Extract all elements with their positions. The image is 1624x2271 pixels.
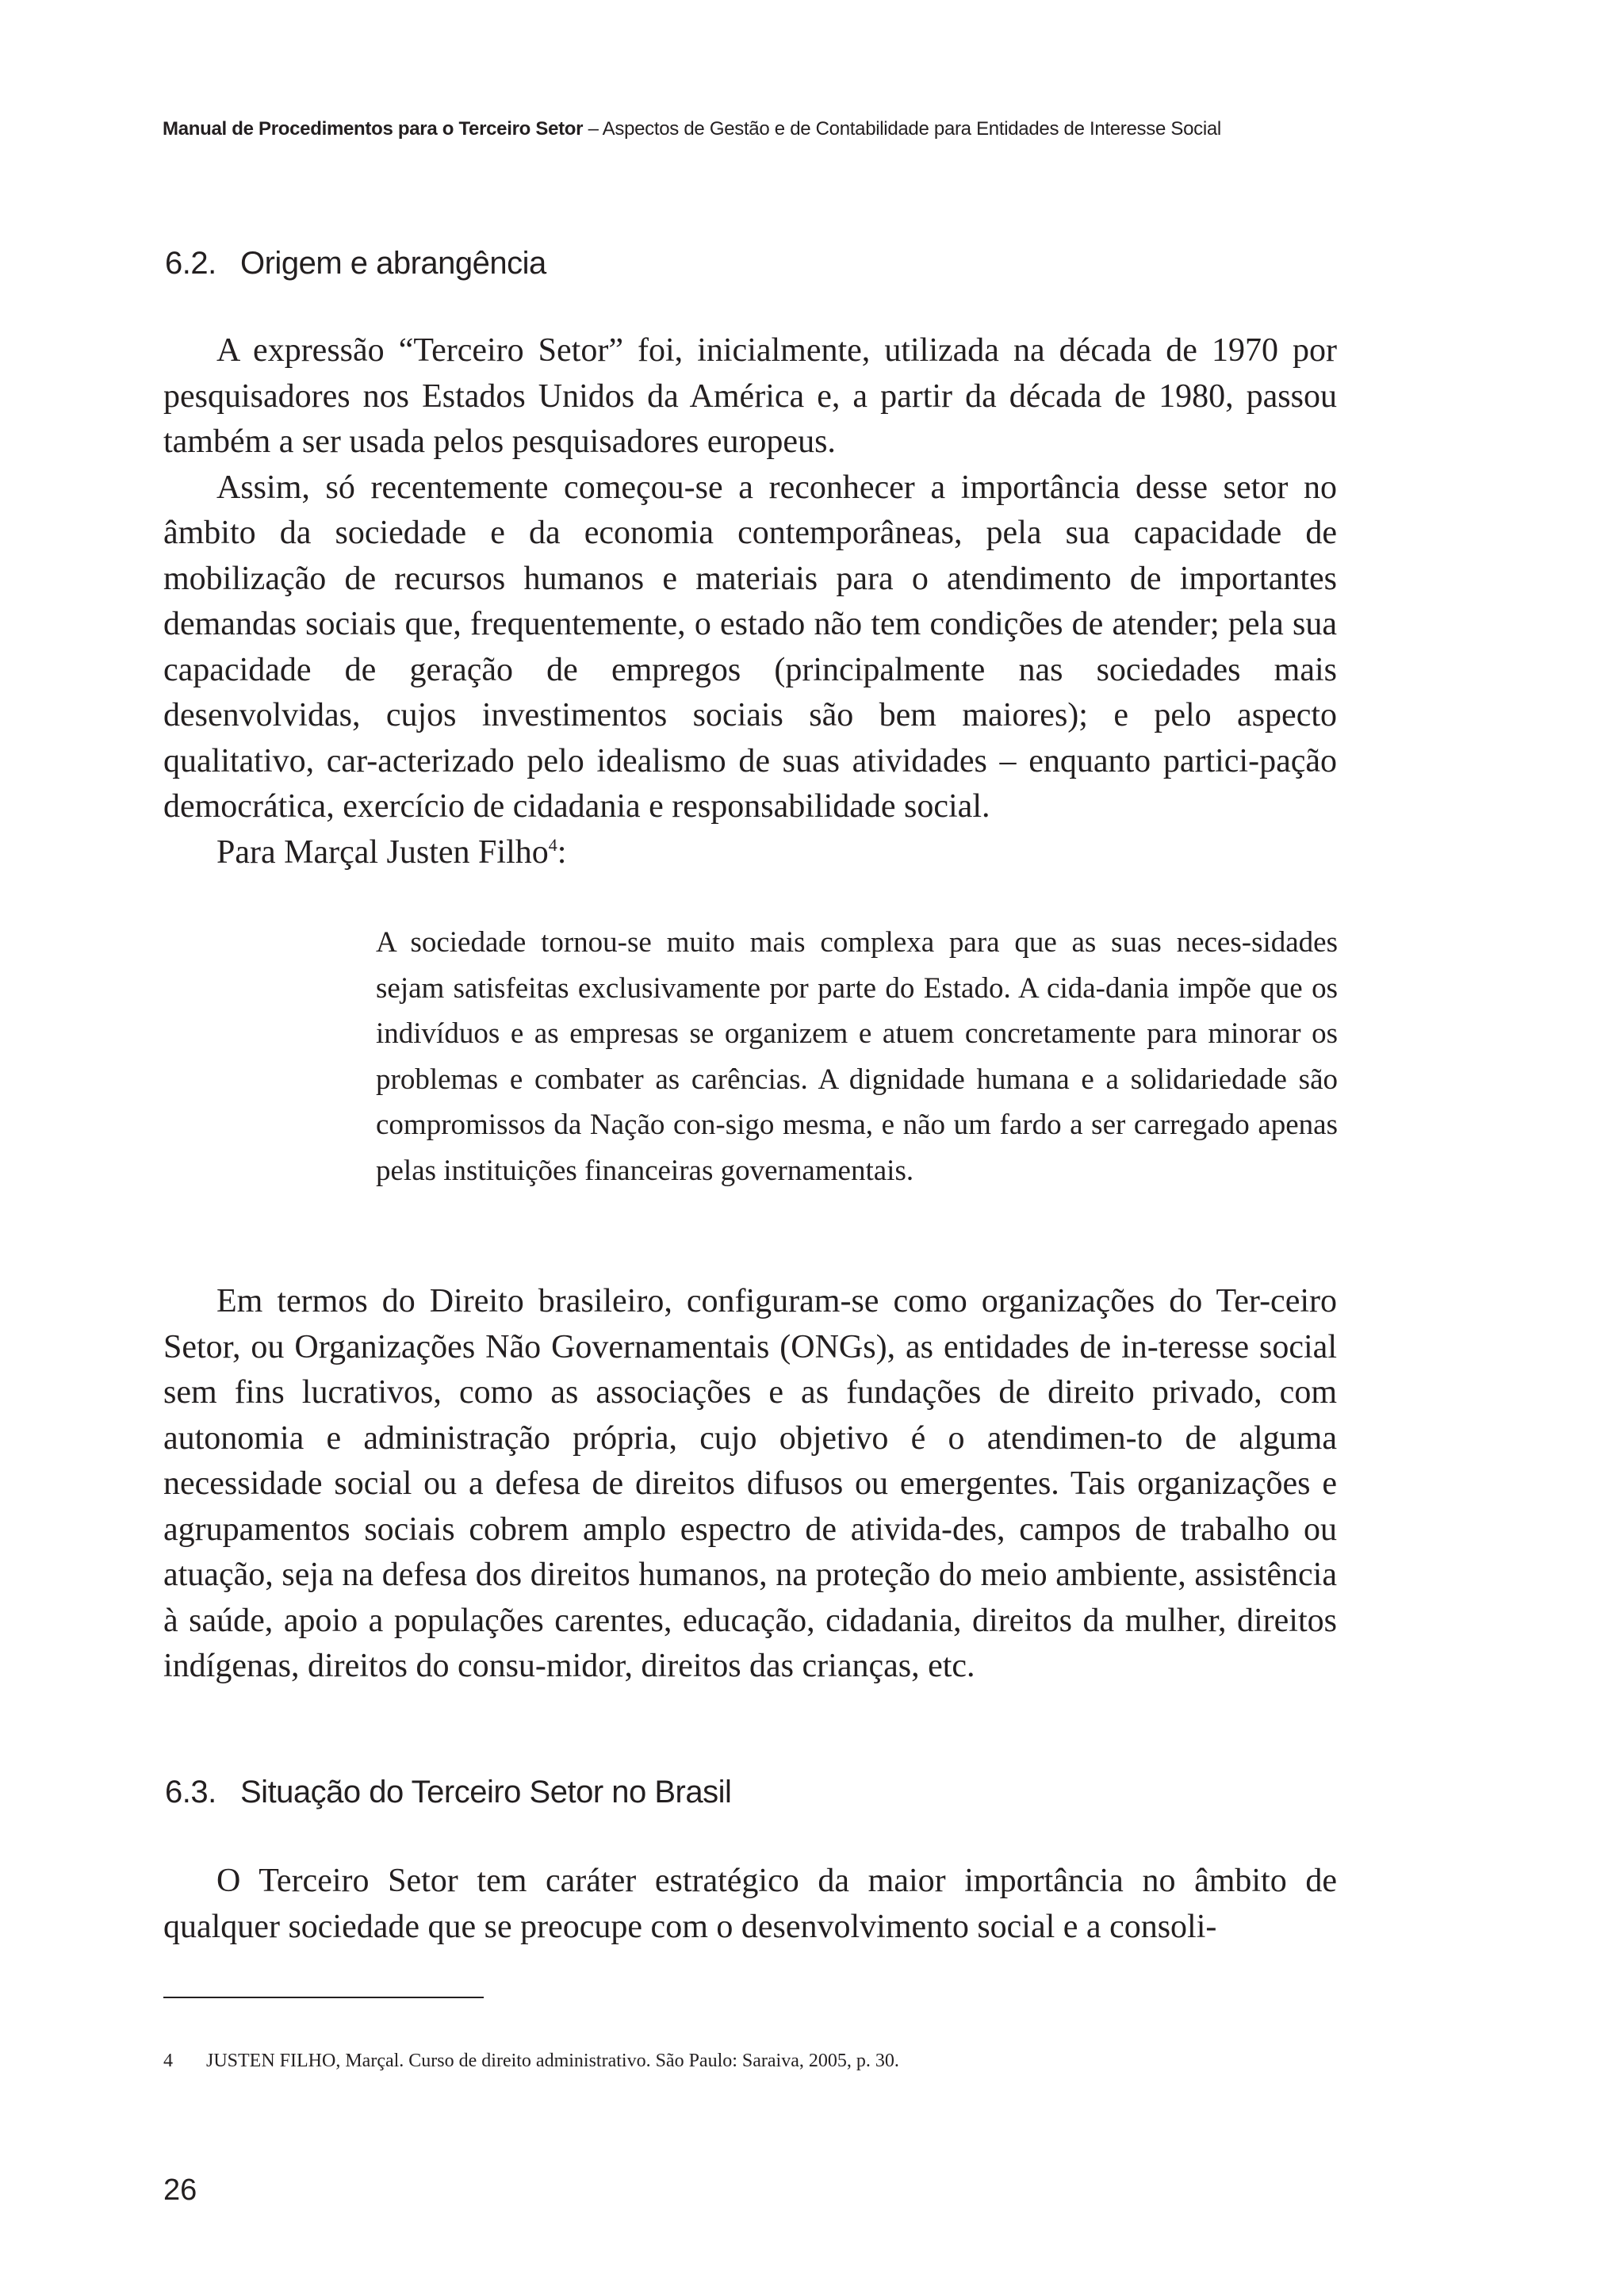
section-6-3-body bbox=[163, 1859, 1337, 1950]
running-header-subtitle: – Aspectos de Gestão e de Contabilidade para Entidades de Interesse Social bbox=[583, 118, 1221, 140]
block-quote: A sociedade tornou-se muito mais complexa para que as suas neces-sidades sejam satisfeitas exclusivamente por parte do Estado. A cida-dania impõe que os indivíduos e as empresas se organizem e atuem concretamente para minorar os problemas e combater as carências. A dignidade humana e a solidariedade são compromissos da Nação con-sigo mesma, e não um fardo a ser carregado apenas pelas instituições financeiras governamentais. bbox=[376, 926, 1338, 1187]
section-6-3-title: Situação do Terceiro Setor no Brasil bbox=[240, 1775, 732, 1810]
paragraph-legal-definition: Em termos do Direito brasileiro, configuram-se como organizações do Ter-ceiro Setor, ou Organizações Não Governamentais (ONGs), as entidades de in-teresse social sem fins lucrativos, como as associações e as fundações de direito privado, com autonomia e administração própria, cujo objetivo é o atendimen-to de alguma necessidade social ou a defesa de direitos difusos ou emergentes. Tais organizações e agrupamentos sociais cobrem amplo espectro de ativida-des, campos de trabalho ou atuação, seja na defesa dos direitos humanos, na proteção do meio ambiente, assistência à saúde, apoio a populações carentes, educação, cidadania, direitos da mulher, direitos indígenas, direitos do consu-midor, direitos das crianças, etc. bbox=[163, 1283, 1337, 1684]
footnote bbox=[163, 2049, 899, 2073]
quote-intro bbox=[163, 830, 1337, 876]
quote-intro-text: Para Marçal Justen Filho bbox=[216, 833, 549, 871]
footnote-reference: 4 bbox=[548, 834, 557, 855]
quote-intro-colon: : bbox=[557, 833, 567, 871]
section-6-2-body-continued bbox=[163, 1279, 1337, 1690]
footnote-divider bbox=[163, 1997, 484, 1998]
section-6-3-number: 6.3. bbox=[165, 1775, 216, 1810]
footnote-text: JUSTEN FILHO, Marçal. Curso de direito administrativo. São Paulo: Saraiva, 2005, p. 30. bbox=[206, 2051, 899, 2071]
running-header bbox=[163, 117, 1463, 141]
page-number: 26 bbox=[163, 2173, 197, 2207]
paragraph-importance: Assim, só recentemente começou-se a reconhecer a importância desse setor no âmbito da sociedade e da economia contemporâneas, pela sua capacidade de mobilização de recursos humanos e materiais para o atendimento de importantes demandas sociais que, frequentemente, o estado não tem condições de atender; pela sua capacidade de geração de empregos (principalmente nas sociedades mais desenvolvidas, cujos investimentos sociais são bem maiores); e pelo aspecto qualitativo, car-acterizado pelo idealismo de suas atividades – enquanto partici-pação democrática, exercício de cidadania e responsabilidade social. bbox=[163, 469, 1337, 825]
running-header-title: Manual de Procedimentos para o Terceiro Setor bbox=[163, 118, 584, 140]
footnote-number: 4 bbox=[163, 2051, 173, 2071]
section-6-3-heading bbox=[165, 1773, 731, 1811]
section-6-2-heading bbox=[165, 244, 546, 282]
paragraph-strategic: O Terceiro Setor tem caráter estratégico da maior importância no âmbito de qualquer sociedade que se preocupe com o desenvolvimento social e a consoli- bbox=[163, 1863, 1337, 1945]
section-6-2-body bbox=[163, 328, 1337, 875]
paragraph-origin: A expressão “Terceiro Setor” foi, inicialmente, utilizada na década de 1970 por pesquisadores nos Estados Unidos da América e, a partir da década de 1980, passou também a ser usada pelos pesquisadores europeus. bbox=[163, 332, 1337, 460]
section-6-2-number: 6.2. bbox=[165, 246, 216, 281]
section-6-2-title: Origem e abrangência bbox=[240, 246, 546, 281]
